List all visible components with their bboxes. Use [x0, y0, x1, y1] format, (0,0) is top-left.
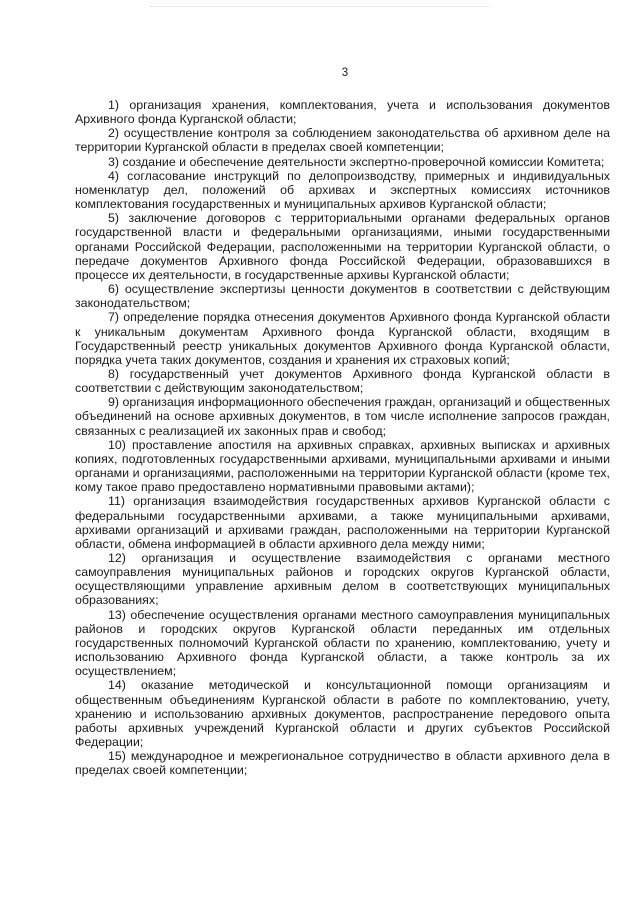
- paragraph-3: 3) создание и обеспечение деятельности экспертно-проверочной комиссии Комитета;: [108, 154, 605, 169]
- scan-artifact: [150, 6, 490, 9]
- paragraph-14: 14) оказание методической и консультационной помощи организациям и общественным объединениям Курганской области в работе по комплектованию, учету, хранению и использованию архивных документов, распространение передового опыта работы архивных учреждений Курганской области и других субъектов Российской Федерации;: [75, 678, 610, 750]
- paragraph-9: 9) организация информационного обеспечения граждан, организаций и общественных объединений на основе архивных документов, в том числе исполнение запросов граждан, связанных с реализацией их законных прав и свобод;: [75, 395, 610, 438]
- document-body: [75, 98, 610, 778]
- paragraph-5: 5) заключение договоров с территориальными органами федеральных органов государственной власти и федеральными организациями, иными государственными органами Российской Федерации, расположенными на территории Курганской области, о передаче документов Архивного фонда Российской Федерации, образовавшихся в процессе их деятельности, в государственные архивы Курганской области;: [75, 211, 610, 282]
- paragraph-11: 11) организация взаимодействия государственных архивов Курганской области с федеральными государственными архивами, а также муниципальными архивами, архивами организаций и архивами граждан, расположенными на территории Курганской области, обмена информацией в области архивного дела между ними;: [75, 494, 610, 551]
- paragraph-1: 1) организация хранения, комплектования, учета и использования документов Архивного фонда Курганской области;: [75, 98, 610, 127]
- paragraph-12: 12) организация и осуществление взаимодействия с органами местного самоуправления муниципальных районов и городских округов Курганской области, осуществляющими управление архивным делом в соответствующих муниципальных образованиях;: [75, 551, 610, 608]
- paragraph-15: 15) международное и межрегиональное сотрудничество в области архивного дела в пределах своей компетенции;: [75, 749, 610, 778]
- paragraph-4: 4) согласование инструкций по делопроизводству, примерных и индивидуальных номенклатур дел, положений об архивах и экспертных комиссиях источников комплектования государственных и муниципальных архивов Курганской области;: [75, 168, 610, 212]
- paragraph-8: 8) государственный учет документов Архивного фонда Курганской области в соответствии с действующим законодательством;: [75, 366, 610, 396]
- paragraph-2: 2) осуществление контроля за соблюдением законодательства об архивном деле на территории Курганской области в пределах своей компетенции;: [75, 126, 610, 155]
- paragraph-10: 10) проставление апостиля на архивных справках, архивных выписках и архивных копиях, подготовленных государственными архивами, муниципальными архивами и иными органами и организациями, расположенными на территории Курганской области (кроме тех, кому такое право предоставлено нормативными правовыми актами);: [75, 437, 610, 495]
- paragraph-7: 7) определение порядка отнесения документов Архивного фонда Курганской области к уникальным документам Архивного фонда Курганской области, входящим в Государственный реестр уникальных документов Архивного фонда Курганской области, порядка учета таких документов, создания и хранения их страховых копий;: [75, 310, 610, 367]
- page-number: 3: [341, 67, 349, 79]
- paragraph-6: 6) осуществление экспертизы ценности документов в соответствии с действующим законодательством;: [75, 282, 610, 311]
- paragraph-13: 13) обеспечение осуществления органами местного самоуправления муниципальных районов и городских округов Курганской области переданных им отдельных государственных полномочий Курганской области по хранению, комплектованию, учету и использованию Архивного фонда Курганской области, а также контроль за их осуществлением;: [75, 607, 610, 679]
